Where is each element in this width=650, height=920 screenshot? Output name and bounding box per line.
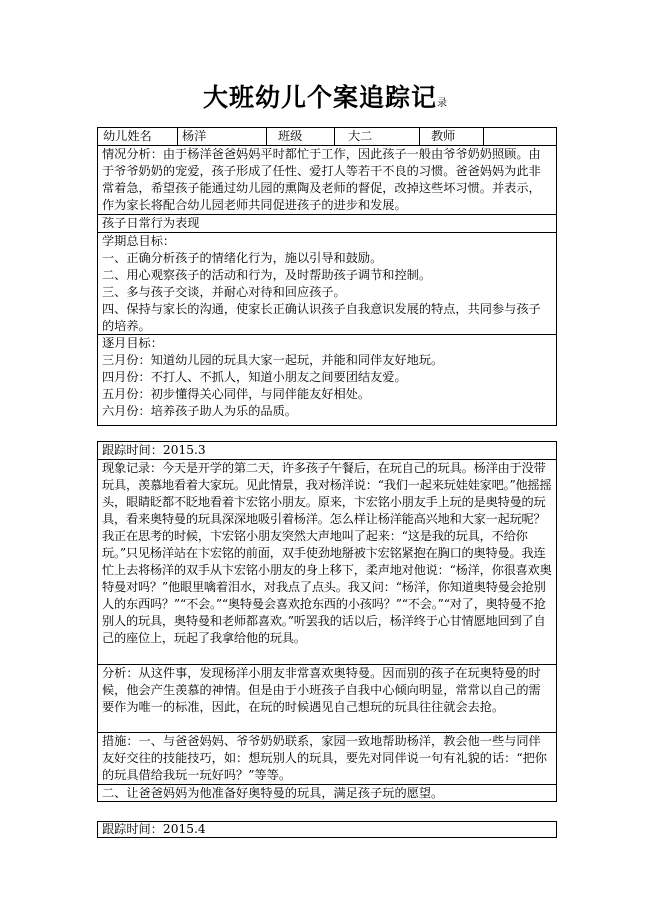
monthly-goal-item: 五月份：初步懂得关心同伴，与同伴能友好相处。 xyxy=(102,387,371,401)
measures-continued: 二、让爸爸妈妈为他准备好奥特曼的玩具，满足孩子玩的愿望。 xyxy=(102,786,444,800)
term-goals-section xyxy=(98,233,556,335)
column-divider xyxy=(177,128,178,145)
class-label: 班级 xyxy=(278,129,303,143)
column-divider xyxy=(483,128,484,145)
term-goal-item: 三、多与孩子交谈，并耐心对待和回应孩子。 xyxy=(102,285,346,299)
child-profile-table xyxy=(97,127,557,426)
monthly-goals-heading: 逐月目标： xyxy=(102,336,163,350)
column-divider xyxy=(334,128,335,145)
phenomenon-record: 现象记录：今天是开学的第二天，许多孩子午餐后，在玩自己的玩具。杨洋由于没带玩具，羡慕地看着大家玩。见此情景，我对杨洋说：“我们一起来玩娃娃家吧。”他摇摇头，眼睛眨都不眨地看着卞宏铭小朋友。原来，卞宏铭小朋友手上玩的是奥特曼的玩具，看来奥特曼的玩具深深地吸引着杨洋。怎么样让杨洋能高兴地和大家一起玩呢？我正在思考的时候，卞宏铭小朋友突然大声地叫了起来：“这是我的玩具，不给你玩。”只见杨洋站在卞宏铭的前面，双手使劲地掰被卞宏铭紧抱在胸口的奥特曼。我连忙上去将杨洋的双手从卞宏铭小朋友的身上移下，柔声地对他说：“杨洋，你很喜欢奥特曼对吗？”他眼里噙着泪水，对我点了点头。我又问：“杨洋，你知道奥特曼会抢别人的东西吗？”“不会。”“奥特曼会喜欢抢东西的小孩吗？”“不会。”“对了，奥特曼不抢别人的玩具，奥特曼和老师都喜欢。”听罢我的话以后，杨洋终于心甘情愿地回到了自己的座位上，玩起了我拿给他的玩具。 xyxy=(98,460,556,665)
tracking-table-april xyxy=(97,821,557,838)
tracking-time: 跟踪时间：2015.4 xyxy=(102,822,206,836)
monthly-goal-item: 六月份：培养孩子助人为乐的品质。 xyxy=(102,404,297,418)
title-suffix: 录 xyxy=(437,98,447,109)
monthly-goal-item: 三月份：知道幼儿园的玩具大家一起玩，并能和同伴友好地玩。 xyxy=(102,353,444,367)
column-divider xyxy=(419,128,420,145)
term-goal-item: 四、保持与家长的沟通，使家长正确认识孩子自我意识发展的特点，共同参与孩子的培养。 xyxy=(102,302,541,333)
term-goal-item: 二、用心观察孩子的活动和行为，及时帮助孩子调节和控制。 xyxy=(102,268,432,282)
monthly-goals-section xyxy=(98,335,556,420)
page-title xyxy=(0,78,650,114)
title-main: 大班幼儿个案追踪记 xyxy=(202,83,437,112)
teacher-label: 教师 xyxy=(431,129,456,143)
term-goal-item: 一、正确分析孩子的情绪化行为，施以引导和鼓励。 xyxy=(102,251,383,265)
situation-analysis: 情况分析：由于杨洋爸爸妈妈平时都忙于工作，因此孩子一般由爷爷奶奶照顾。由于爷爷奶奶的宠爱，孩子形成了任性、爱打人等若干不良的习惯。爸爸妈妈为此非常着急，希望孩子能通过幼儿园的熏陶及老师的督促，改掉这些坏习惯。并表示，作为家长将配合幼儿园老师共同促进孩子的进步和发展。 xyxy=(98,146,556,215)
daily-behavior-heading: 孩子日常行为表现 xyxy=(98,215,556,233)
monthly-goal-item: 四月份：不打人、不抓人，知道小朋友之间要团结友爱。 xyxy=(102,370,407,384)
column-divider xyxy=(266,128,267,145)
name-label: 幼儿姓名 xyxy=(103,129,152,143)
term-goals-heading: 学期总目标： xyxy=(102,234,176,248)
measures: 措施：一、与爸爸妈妈、爷爷奶奶联系，家园一致地帮助杨洋，教会他一些与同伴友好交往的技能技巧，如：想玩别人的玩具，要先对同伴说一句有礼貌的话：“把你的玩具借给我玩一玩好吗？”等等。 xyxy=(98,733,556,785)
name-value: 杨洋 xyxy=(182,129,207,143)
analysis: 分析：从这件事，发现杨洋小朋友非常喜欢奥特曼。因而别的孩子在玩奥特曼的时候，他会产生羡慕的神情。但是由于小班孩子自我中心倾向明显，常常以自己的需要作为唯一的标准，因此，在玩的时候遇见自己想玩的玩具往往就会去抢。 xyxy=(98,665,556,733)
tracking-time: 跟踪时间：2015.3 xyxy=(98,442,556,460)
class-value: 大二 xyxy=(348,129,373,143)
tracking-table-march xyxy=(97,441,557,802)
info-row xyxy=(98,128,556,146)
